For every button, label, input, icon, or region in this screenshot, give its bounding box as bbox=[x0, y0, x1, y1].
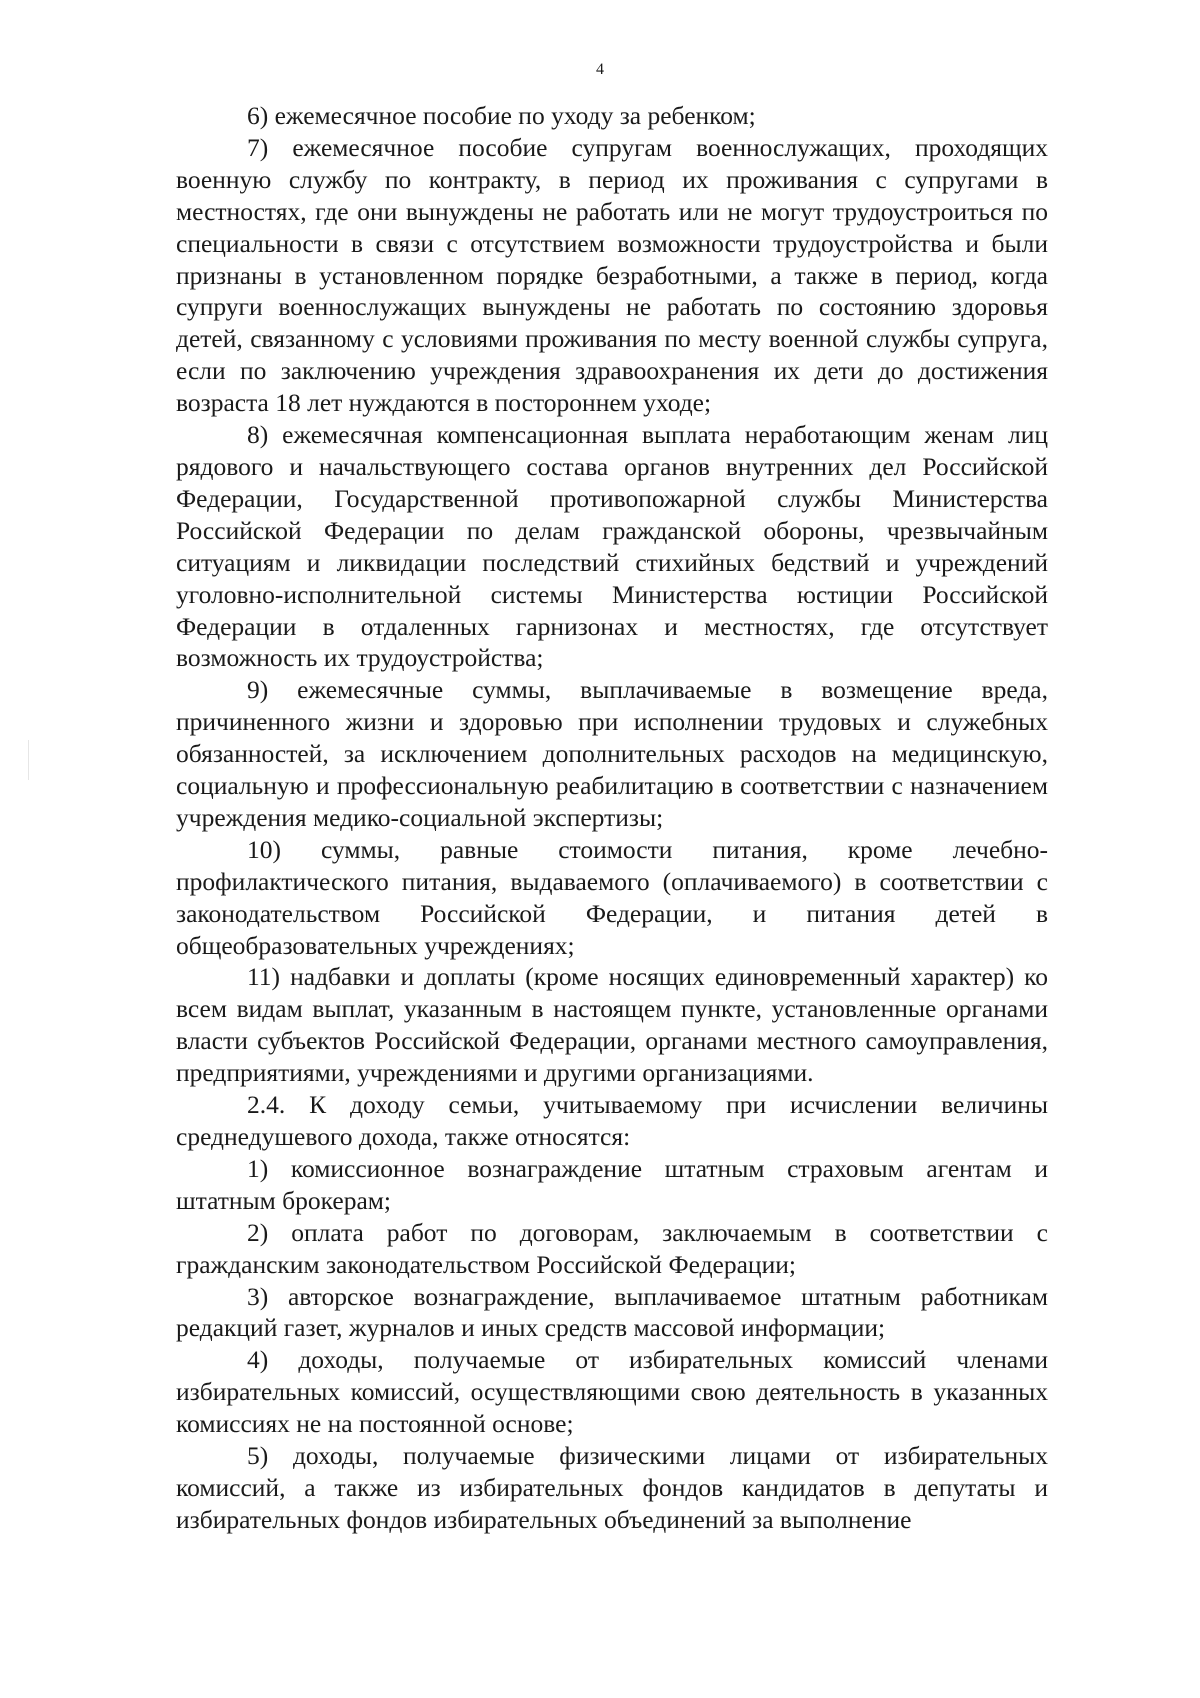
page-number: 4 bbox=[596, 61, 604, 78]
paragraph-item-2-contract-payment: 2) оплата работ по договорам, заключаемым в соответствии с гражданским законодательством Российской Федерации; bbox=[176, 1217, 1048, 1279]
paragraph-item-4-election-commission-income: 4) доходы, получаемые от избирательных комиссий членами избирательных комиссий, осуществляющими свою деятельность в указанных комиссиях не на постоянной основе; bbox=[176, 1345, 1048, 1439]
document-body bbox=[176, 100, 1048, 1536]
paragraph-item-5-election-fund-income: 5) доходы, получаемые физическими лицами от избирательных комиссий, а также из избирательных фондов кандидатов в депутаты и избирательных фондов избирательных объединений за выполнение bbox=[176, 1441, 1048, 1534]
paragraph-item-9-damage-compensation: 9) ежемесячные суммы, выплачиваемые в возмещение вреда, причиненного жизни и здоровью при исполнении трудовых и служебных обязанностей, за исключением дополнительных расходов на медицинскую, социальную и профессиональную реабилитацию в соответствии с назначением учреждения медико-социальной экспертизы; bbox=[176, 675, 1048, 832]
paragraph-item-11-bonuses: 11) надбавки и доплаты (кроме носящих единовременный характер) ко всем видам выплат, указанным в настоящем пункте, установленные органами власти субъектов Российской Федерации, органами местного самоуправления, предприятиями, учреждениями и другими организациями. bbox=[176, 962, 1048, 1088]
paragraph-item-3-author-fee: 3) авторское вознаграждение, выплачиваемое штатным работникам редакций газет, журналов и иных средств массовой информации; bbox=[176, 1281, 1048, 1343]
paragraph-item-7-spouse-allowance: 7) ежемесячное пособие супругам военнослужащих, проходящих военную службу по контракту, в период их проживания с супругами в местностях, где они вынуждены не работать или не могут трудоустроиться по специальности в связи с отсутствием возможности трудоустройства и были признаны в установленном порядке безработными, а также в период, когда супруги военнослужащих вынуждены не работать по состоянию здоровья детей, связанному с условиями проживания по месту военной службы супруга, если по заключению учреждения здравоохранения их дети до достижения возраста 18 лет нуждаются в постороннем уходе; bbox=[176, 132, 1048, 418]
paragraph-item-8-compensation-payment: 8) ежемесячная компенсационная выплата неработающим женам лиц рядового и начальствующего состава органов внутренних дел Российской Федерации, Государственной противопожарной службы Министерства Российской Федерации по делам гражданской обороны, чрезвычайным ситуациям и ликвидации последствий стихийных бедствий и учреждений уголовно-исполнительной системы Министерства юстиции Российской Федерации в отдаленных гарнизонах и местностях, где отсутствует возможность их трудоустройства; bbox=[176, 420, 1048, 673]
paragraph-item-1-commission: 1) комиссионное вознаграждение штатным страховым агентам и штатным брокерам; bbox=[176, 1153, 1048, 1215]
paragraph-section-2-4: 2.4. К доходу семьи, учитываемому при исчислении величины среднедушевого дохода, также относятся: bbox=[176, 1090, 1048, 1151]
paragraph-item-6-child-care-allowance: 6) ежемесячное пособие по уходу за ребенком; bbox=[247, 101, 756, 130]
scan-margin-mark bbox=[28, 740, 29, 780]
paragraph-item-10-food-cost: 10) суммы, равные стоимости питания, кроме лечебно-профилактического питания, выдаваемого (оплачиваемого) в соответствии с законодательством Российской Федерации, и питания детей в общеобразовательных учреждениях; bbox=[176, 834, 1048, 960]
